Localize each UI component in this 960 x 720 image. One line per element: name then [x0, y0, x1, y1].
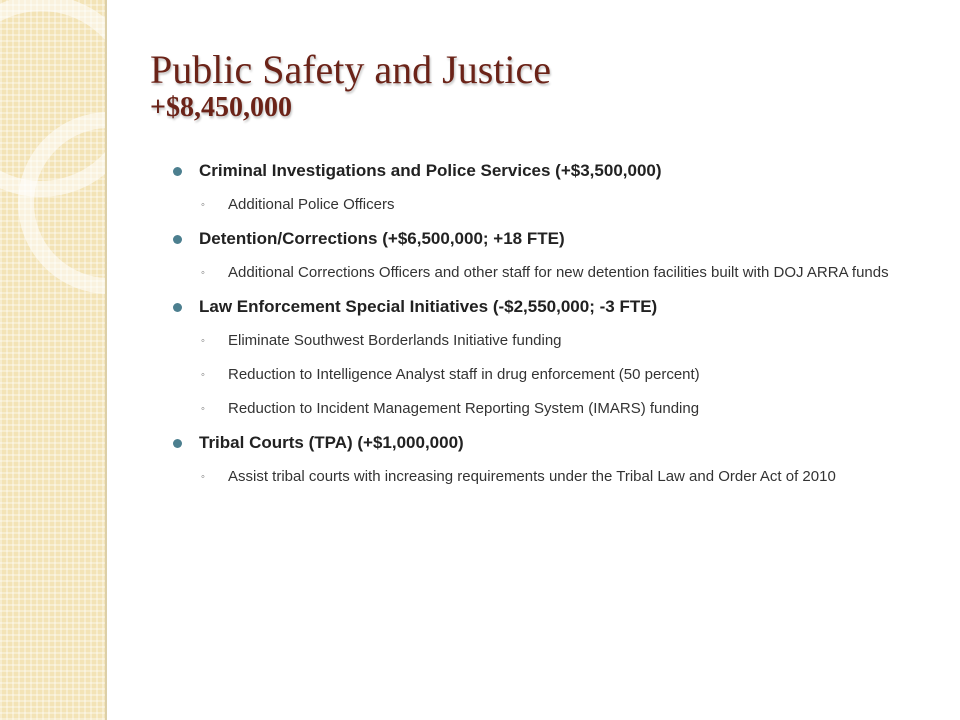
bullet-dot-icon [173, 303, 182, 312]
decorative-sidebar [0, 0, 107, 720]
sub-bullet-text: Reduction to Incident Management Reporting System (IMARS) funding [228, 400, 700, 417]
sub-bullet-item [172, 262, 922, 284]
sub-bullet-text: Reduction to Intelligence Analyst staff in drug enforcement (50 percent) [228, 366, 700, 383]
bullet-text: Law Enforcement Special Initiatives (-$2,550,000; -3 FTE) [199, 297, 658, 316]
slide-subtitle: +$8,450,000 [150, 92, 292, 123]
title-block [150, 48, 551, 124]
sub-bullet-text: Assist tribal courts with increasing requirements under the Tribal Law and Order Act of 2010 [228, 468, 836, 485]
sub-bullet-ring-icon: ◦ [201, 335, 205, 347]
sub-bullet-ring-icon: ◦ [201, 267, 205, 279]
bullet-item [172, 296, 922, 318]
bullet-list [172, 160, 922, 500]
bullet-dot-icon [173, 439, 182, 448]
sub-bullet-item [172, 466, 922, 488]
bullet-item [172, 228, 922, 250]
sub-bullet-ring-icon: ◦ [201, 403, 205, 415]
sub-bullet-text: Additional Corrections Officers and other staff for new detention facilities built with DOJ ARRA funds [228, 264, 889, 281]
bullet-dot-icon [173, 167, 182, 176]
sub-bullet-ring-icon: ◦ [201, 369, 205, 381]
sub-bullet-text: Additional Police Officers [228, 196, 395, 213]
bullet-text: Criminal Investigations and Police Services (+$3,500,000) [199, 161, 662, 180]
sub-bullet-ring-icon: ◦ [201, 199, 205, 211]
bullet-item [172, 432, 922, 454]
sub-bullet-item [172, 330, 922, 352]
sub-bullet-item [172, 398, 922, 420]
bullet-dot-icon [173, 235, 182, 244]
slide-title: Public Safety and Justice [150, 47, 552, 92]
bullet-item [172, 160, 922, 182]
sub-bullet-item [172, 364, 922, 386]
sub-bullet-ring-icon: ◦ [201, 471, 205, 483]
sub-bullet-item [172, 194, 922, 216]
bullet-text: Detention/Corrections (+$6,500,000; +18 FTE) [199, 229, 565, 248]
sub-bullet-text: Eliminate Southwest Borderlands Initiative funding [228, 332, 562, 349]
bullet-text: Tribal Courts (TPA) (+$1,000,000) [199, 433, 464, 452]
